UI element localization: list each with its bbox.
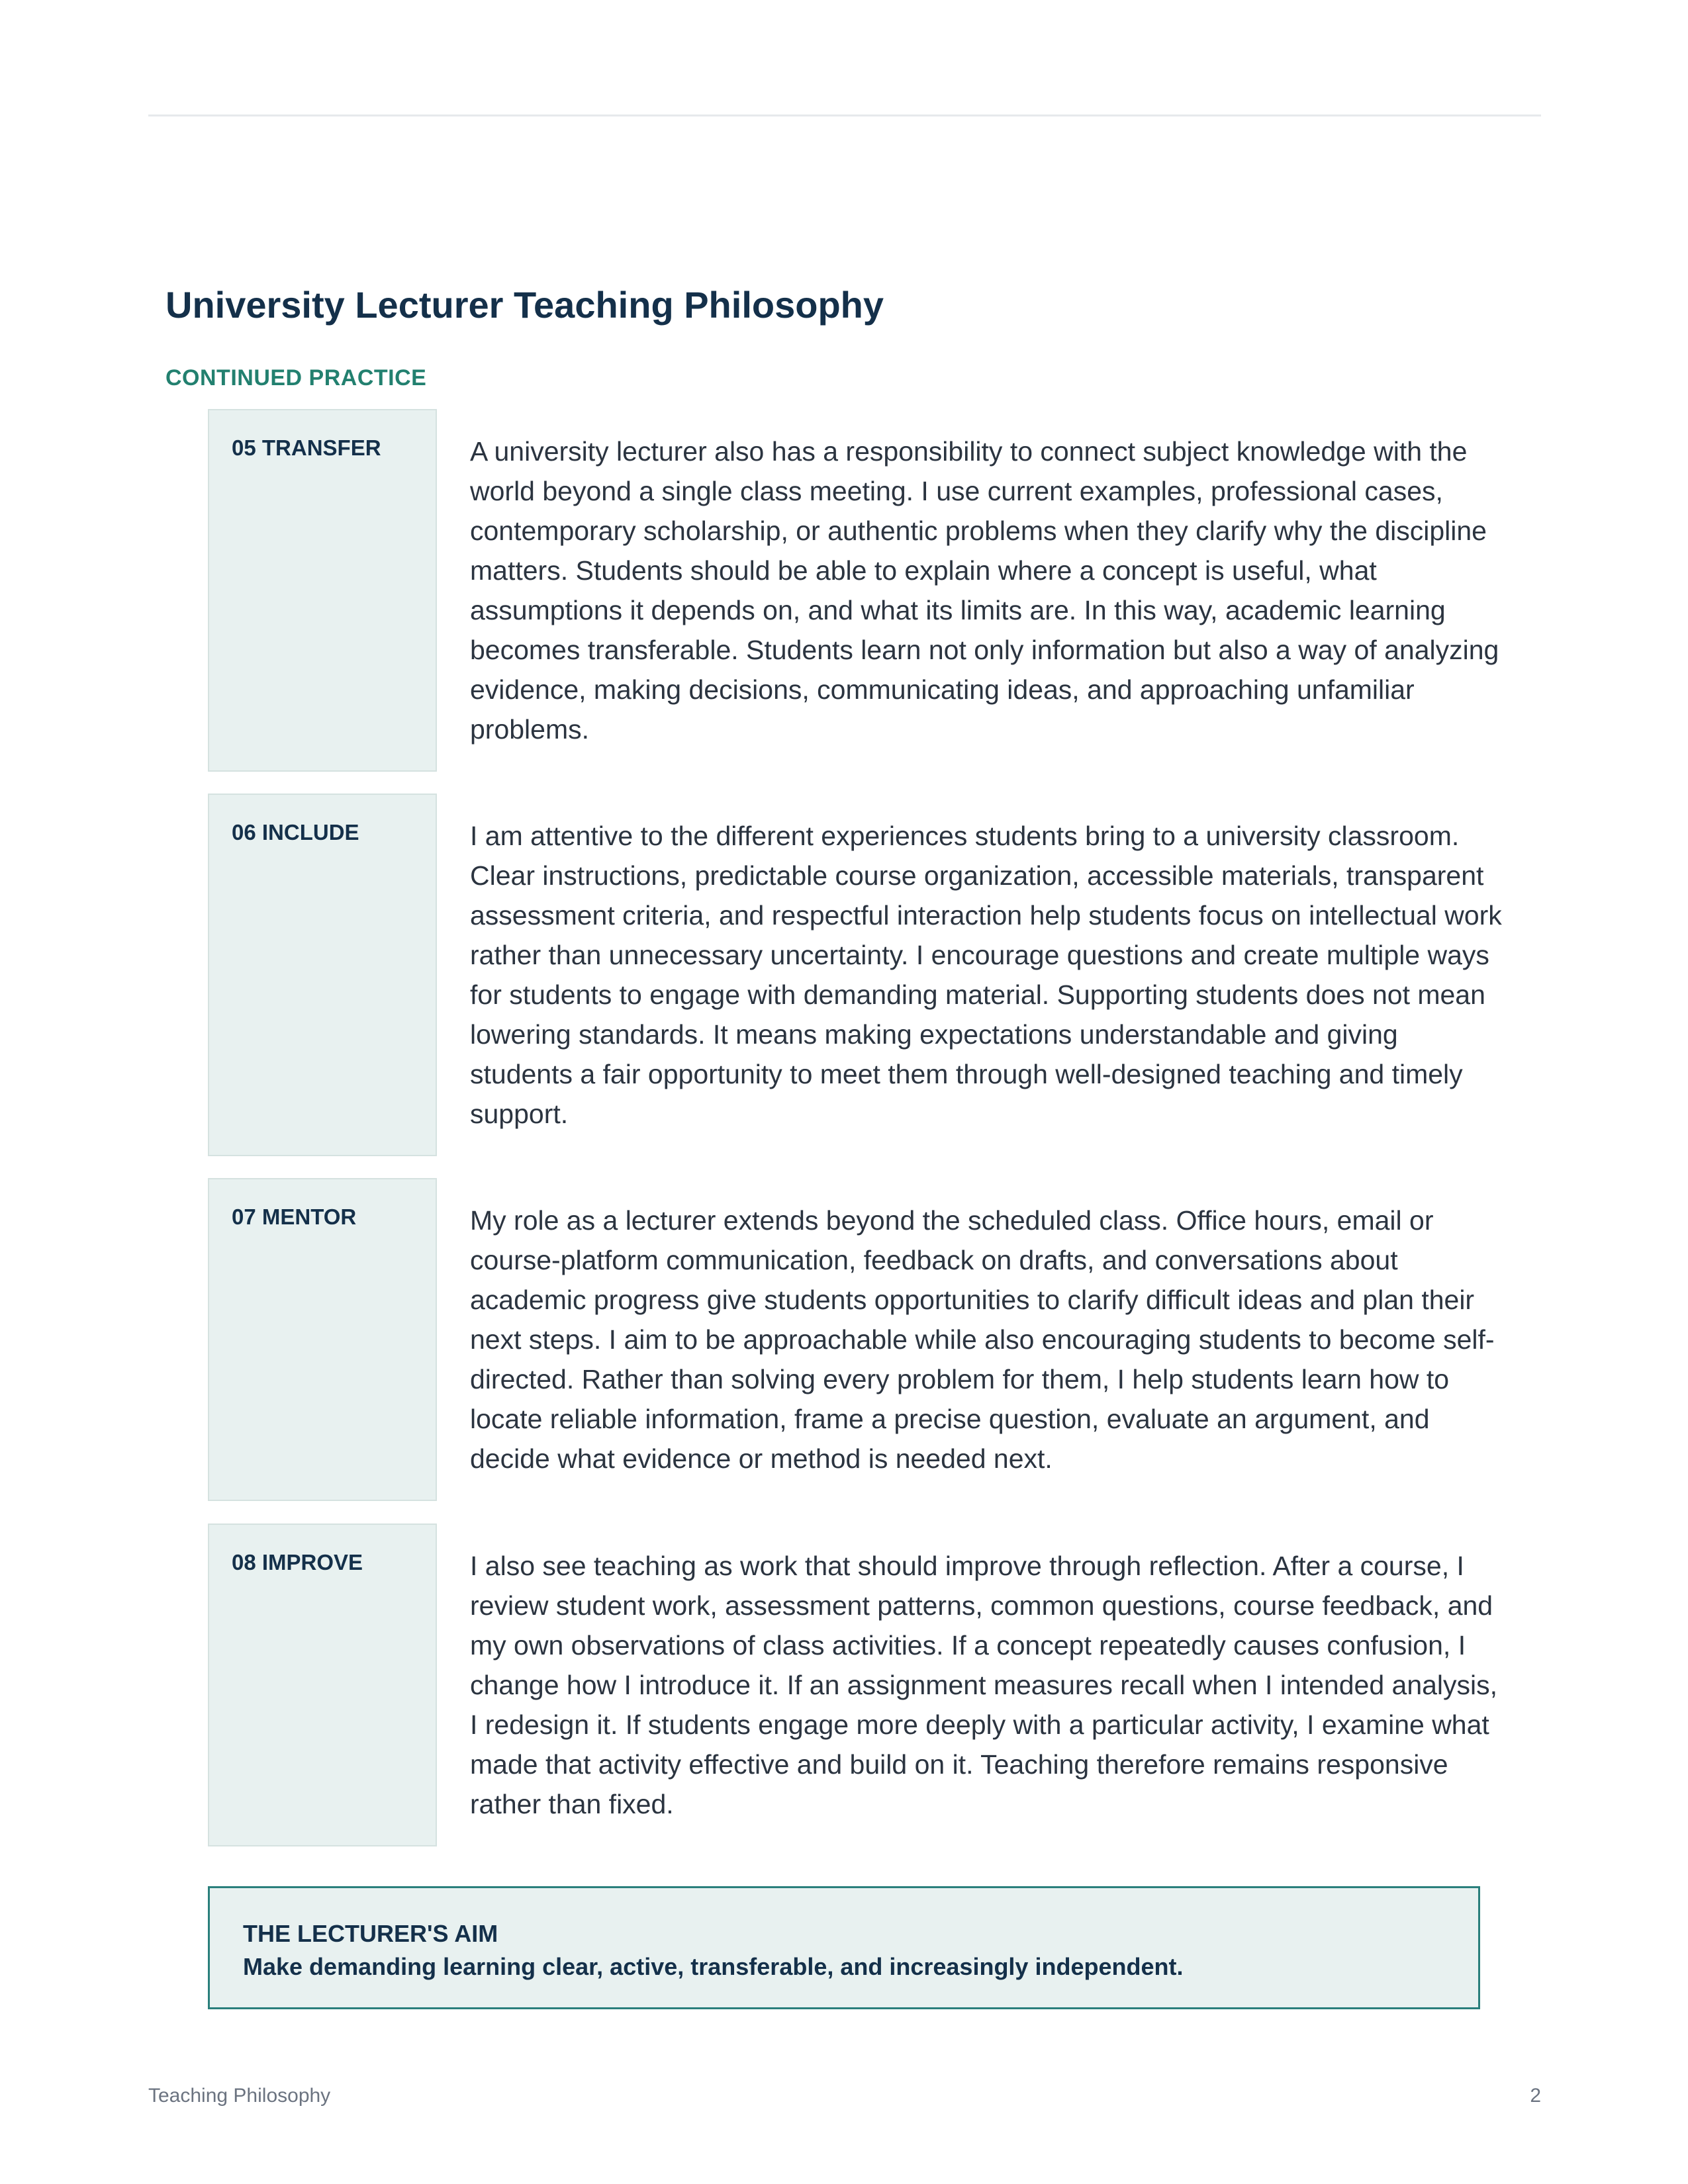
- aim-callout: [208, 1886, 1480, 2009]
- entry-include: [208, 794, 1502, 1156]
- page-number: 2: [1530, 2085, 1541, 2107]
- entry-label: 07 MENTOR: [232, 1205, 357, 1229]
- entry-label-box: [208, 409, 437, 772]
- entry-transfer: [208, 409, 1499, 772]
- entry-label-box: [208, 794, 437, 1156]
- entry-label-box: [208, 1524, 437, 1846]
- entry-improve: [208, 1524, 1499, 1846]
- entry-label-box: [208, 1178, 437, 1501]
- entry-label: 06 INCLUDE: [232, 820, 359, 844]
- aim-heading: THE LECTURER'S AIM: [243, 1920, 498, 1947]
- entry-text: A university lecturer also has a responsibility to connect subject knowledge with the world beyond a single class meeting. I use current examples, professional cases, contemporary scholarship, or authentic problems when they clarify why the discipline matters. Students should be able to explain where a concept is useful, what assumptions it depends on, and what its limits are. In this way, academic learning becomes transferable. Students learn not only information but also a way of analyzing evidence, making decisions, communicating ideas, and approaching unfamiliar problems.: [470, 436, 1499, 745]
- aim-statement: Make demanding learning clear, active, transferable, and increasingly independent.: [243, 1953, 1184, 1980]
- entry-mentor: [208, 1178, 1499, 1501]
- section-label: CONTINUED PRACTICE: [165, 365, 427, 390]
- header-rule: [148, 114, 1541, 116]
- entry-label: 05 TRANSFER: [232, 435, 381, 460]
- entry-label: 08 IMPROVE: [232, 1550, 363, 1574]
- entry-text: I am attentive to the different experiences students bring to a university classroom. Clear instructions, predictable course organization, accessible materials, transparent assessment criteria, and respectful interaction help students focus on intellectual work rather than unnecessary uncertainty. I encourage questions and create multiple ways for students to engage with demanding material. Supporting students does not mean lowering standards. It means making expectations understandable and giving students a fair opportunity to meet them through well-designed teaching and timely support.: [470, 821, 1502, 1129]
- entry-text: I also see teaching as work that should improve through reflection. After a course, I review student work, assessment patterns, common questions, course feedback, and my own observations of class activities. If a concept repeatedly causes confusion, I change how I introduce it. If an assignment measures recall when I intended analysis, I redesign it. If students engage more deeply with a particular activity, I examine what made that activity effective and build on it. Teaching therefore remains responsive rather than fixed.: [470, 1551, 1498, 1819]
- entry-text: My role as a lecturer extends beyond the scheduled class. Office hours, email or course-platform communication, feedback on drafts, and conversations about academic progress give students opportunities to clarify difficult ideas and plan their next steps. I aim to be approachable while also encouraging students to become self-directed. Rather than solving every problem for them, I help students learn how to locate reliable information, frame a precise question, evaluate an argument, and decide what evidence or method is needed next.: [470, 1205, 1495, 1474]
- document-title: University Lecturer Teaching Philosophy: [165, 284, 884, 326]
- footer-title: Teaching Philosophy: [148, 2085, 331, 2107]
